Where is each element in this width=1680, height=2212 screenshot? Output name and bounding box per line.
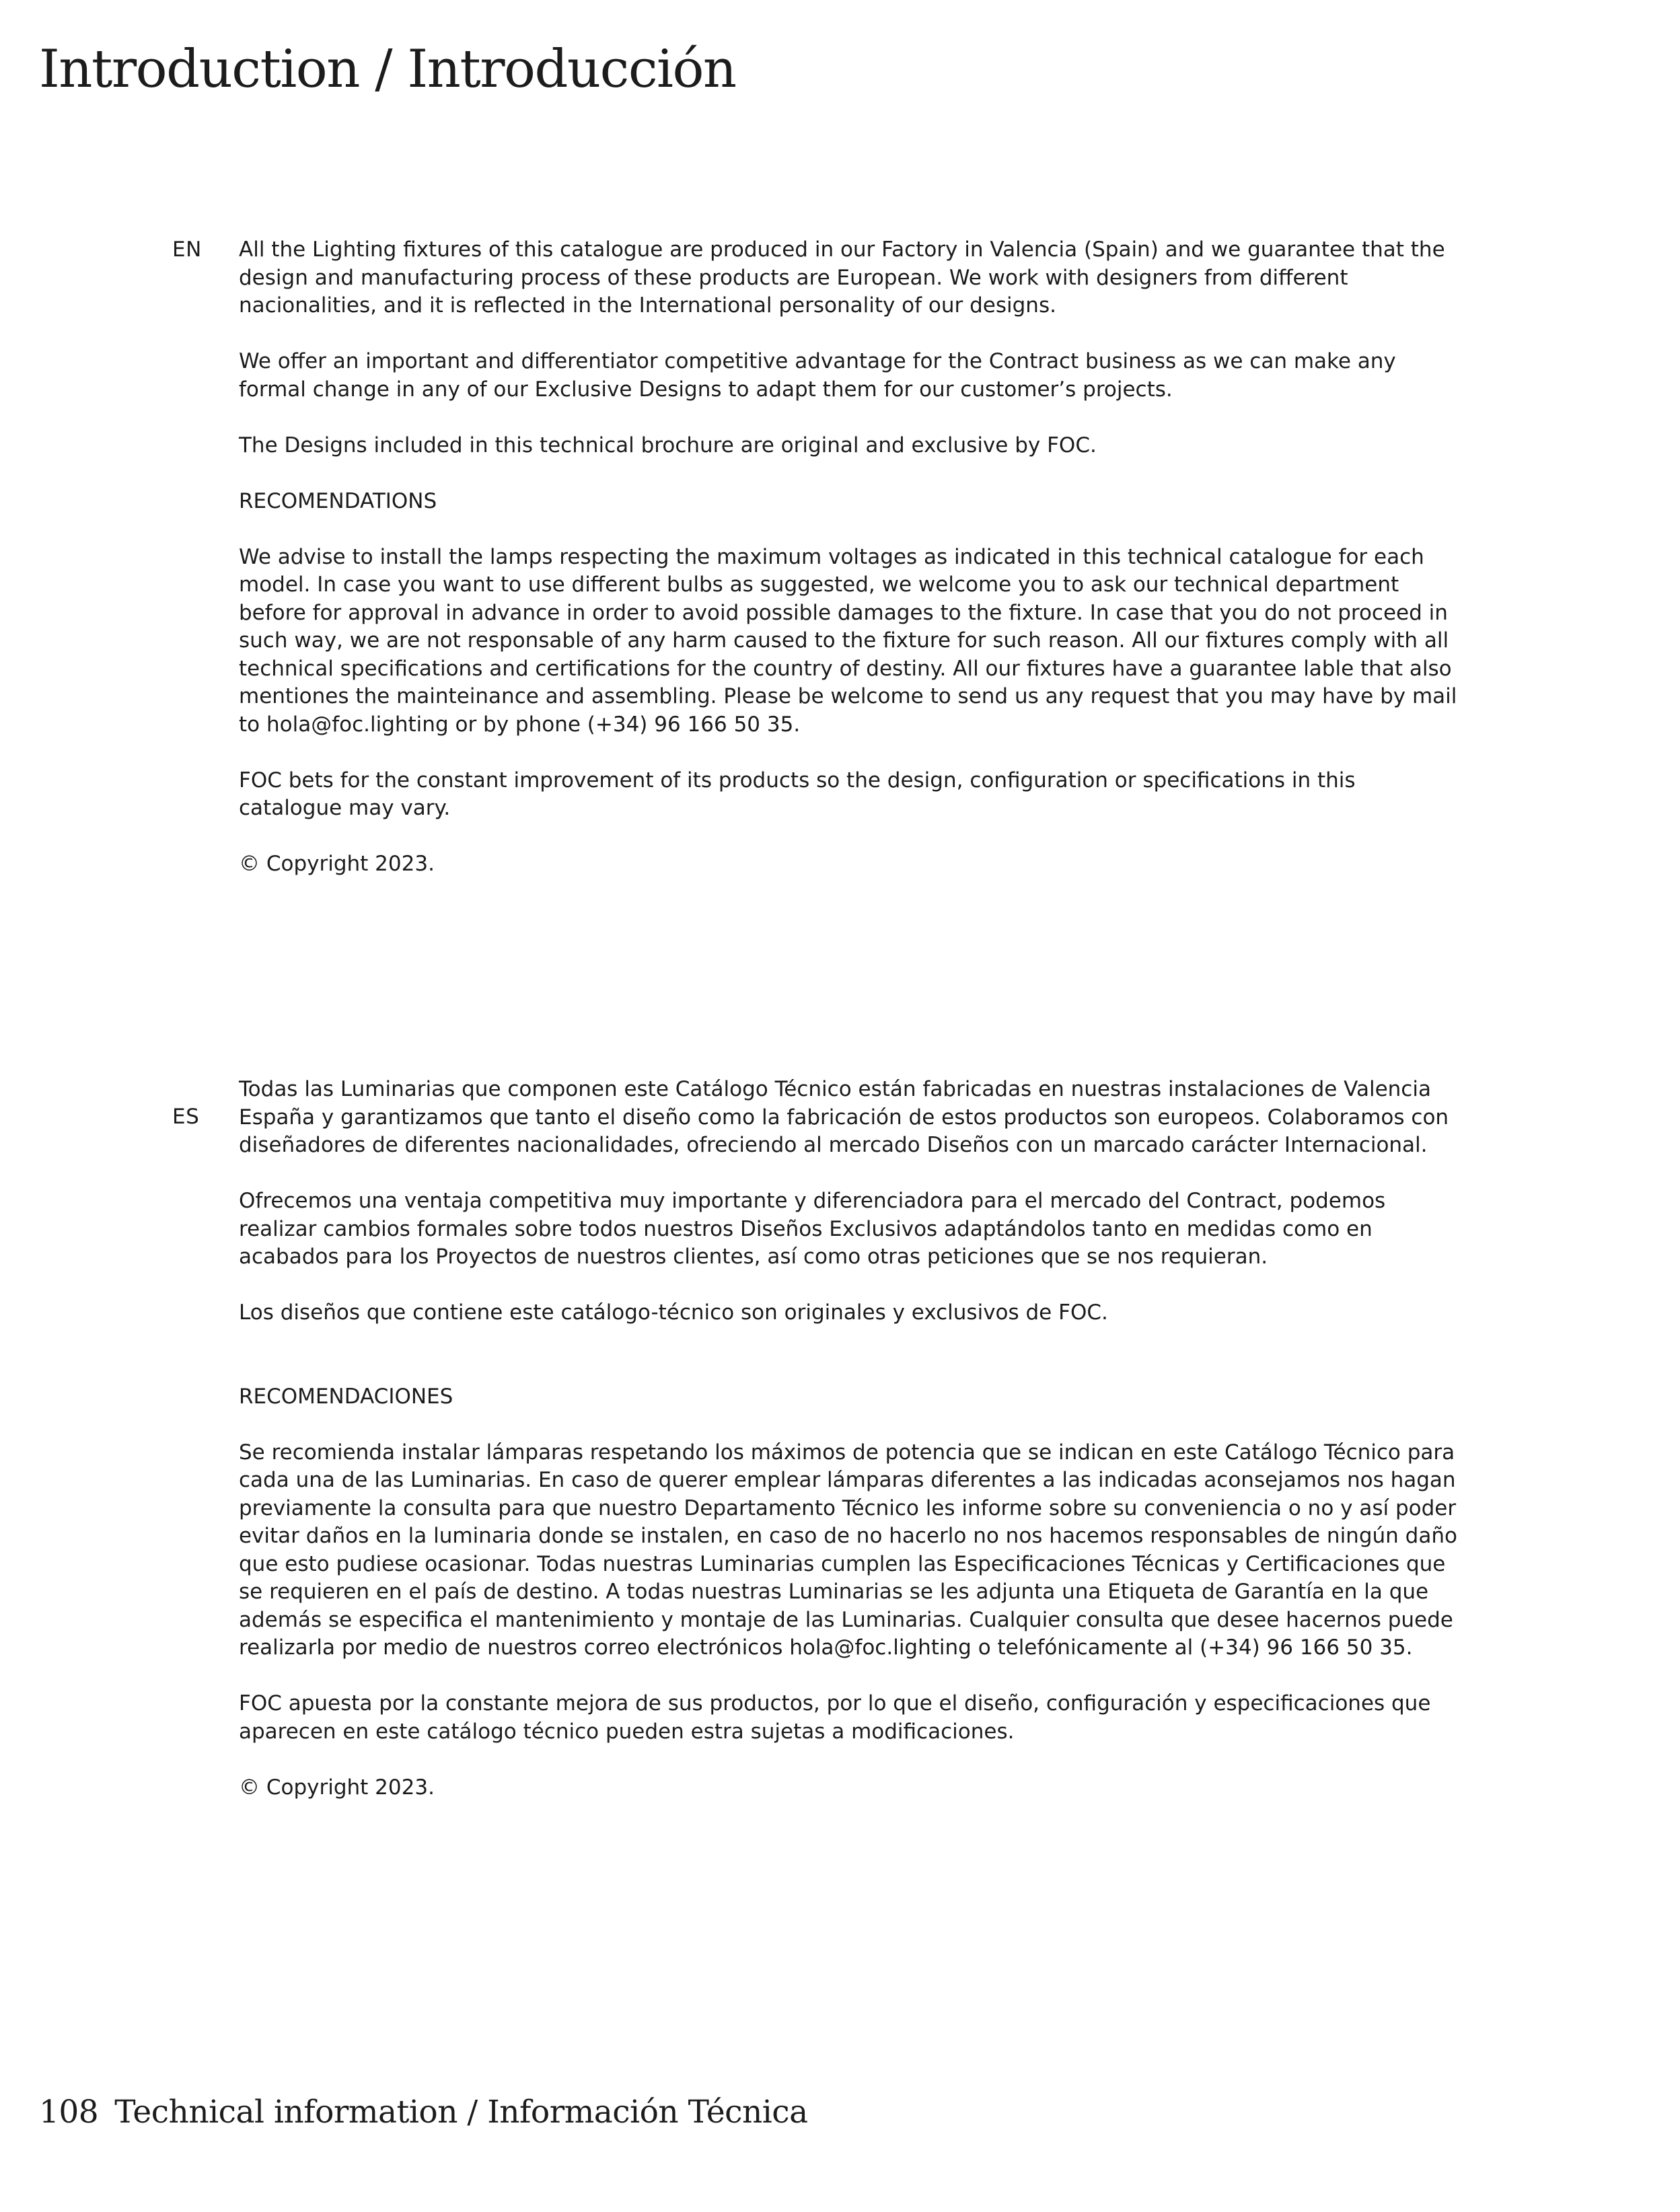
es-paragraph-factory: Todas las Luminarias que componen este Catálogo Técnico están fabricadas en nuestras instalaciones de Valencia España y garantizamos que tanto el diseño como la fabricación de estos productos son europeos. Colaboramos con diseñadores de diferentes nacionalidades, ofreciendo al mercado Diseños con un marcado carácter Internacional. — [239, 1077, 1449, 1157]
es-paragraph-designs: Los diseños que contiene este catálogo-técnico son originales y exclusivos de FOC. — [239, 1300, 1108, 1325]
en-paragraph-contract: We offer an important and differentiator competitive advantage for the Contract business as we can make any formal change in any of our Exclusive Designs to adapt them for our customer’s projects. — [239, 349, 1396, 402]
en-copyright: © Copyright 2023. — [239, 852, 435, 876]
en-paragraph-designs: The Designs included in this technical brochure are original and exclusive by FOC. — [239, 433, 1097, 457]
es-copyright: © Copyright 2023. — [239, 1775, 435, 1800]
language-label-es: ES — [172, 1105, 200, 1129]
es-paragraph-improvement: FOC apuesta por la constante mejora de sus productos, por lo que el diseño, configuración y especificaciones que aparecen en este catálogo técnico pueden estra sujetas a modificaciones. — [239, 1691, 1431, 1744]
en-recommendations-heading: RECOMENDATIONS — [239, 488, 437, 513]
spanish-section — [239, 1076, 1463, 1802]
page-footer — [39, 2089, 808, 2136]
es-paragraph-contract: Ofrecemos una ventaja competitiva muy importante y diferenciadora para el mercado del Contract, podemos realizar cambios formales sobre todos nuestros Diseños Exclusivos adaptándolos tanto en medidas como en acabados para los Proyectos de nuestros clientes, así como otras peticiones que se nos requieran. — [239, 1189, 1386, 1269]
page-number: 108 — [39, 2094, 99, 2131]
en-paragraph-recommendations: We advise to install the lamps respecting the maximum voltages as indicated in this technical catalogue for each model. In case you want to use different bulbs as suggested, we welcome you to ask our technical department before for approval in advance in order to avoid possible damages to the fixture. In case that you do not proceed in such way, we are not responsable of any harm caused to the fixture for such reason. All our fixtures comply with all technical specifications and certifications for the country of destiny. All our fixtures have a guarantee lable that also mentiones the mainteinance and assembling. Please be welcome to send us any request that you may have by mail to hola@foc.lighting or by phone (+34) 96 166 50 35. — [239, 544, 1457, 737]
es-paragraph-recommendations: Se recomienda instalar lámparas respetando los máximos de potencia que se indican en este Catálogo Técnico para cada una de las Luminarias. En caso de querer emplear lámparas diferentes a las indicadas aconsejamos nos hagan previamente la consulta para que nuestro Departamento Técnico les informe sobre su conveniencia o no y así poder evitar daños en la luminaria donde se instalen, en caso de no hacerlo no nos hacemos responsables de ningún daño que esto pudiese ocasionar. Todas nuestras Luminarias cumplen las Especificaciones Técnicas y Certificaciones que se requieren en el país de destino. A todas nuestras Luminarias se les adjunta una Etiqueta de Garantía en la que además se especifica el mantenimiento y montaje de las Luminarias. Cualquier consulta que desee hacernos puede realizarla por medio de nuestros correo electrónicos hola@foc.lighting o telefónicamente al (+34) 96 166 50 35. — [239, 1440, 1457, 1660]
es-recommendations-heading: RECOMENDACIONES — [239, 1384, 453, 1409]
en-paragraph-improvement: FOC bets for the constant improvement of its products so the design, configuration or specifications in this catalogue may vary. — [239, 768, 1356, 820]
en-paragraph-factory: All the Lighting fixtures of this catalogue are produced in our Factory in Valencia (Spain) and we guarantee that the design and manufacturing process of these products are European. We work with designers from different nacionalities, and it is reflected in the International personality of our designs. — [239, 237, 1445, 318]
english-section — [239, 236, 1463, 879]
page-title: Introduction / Introducción — [39, 39, 736, 100]
language-label-en: EN — [172, 237, 202, 262]
footer-section-title: Technical information / Información Técnica — [114, 2094, 808, 2131]
